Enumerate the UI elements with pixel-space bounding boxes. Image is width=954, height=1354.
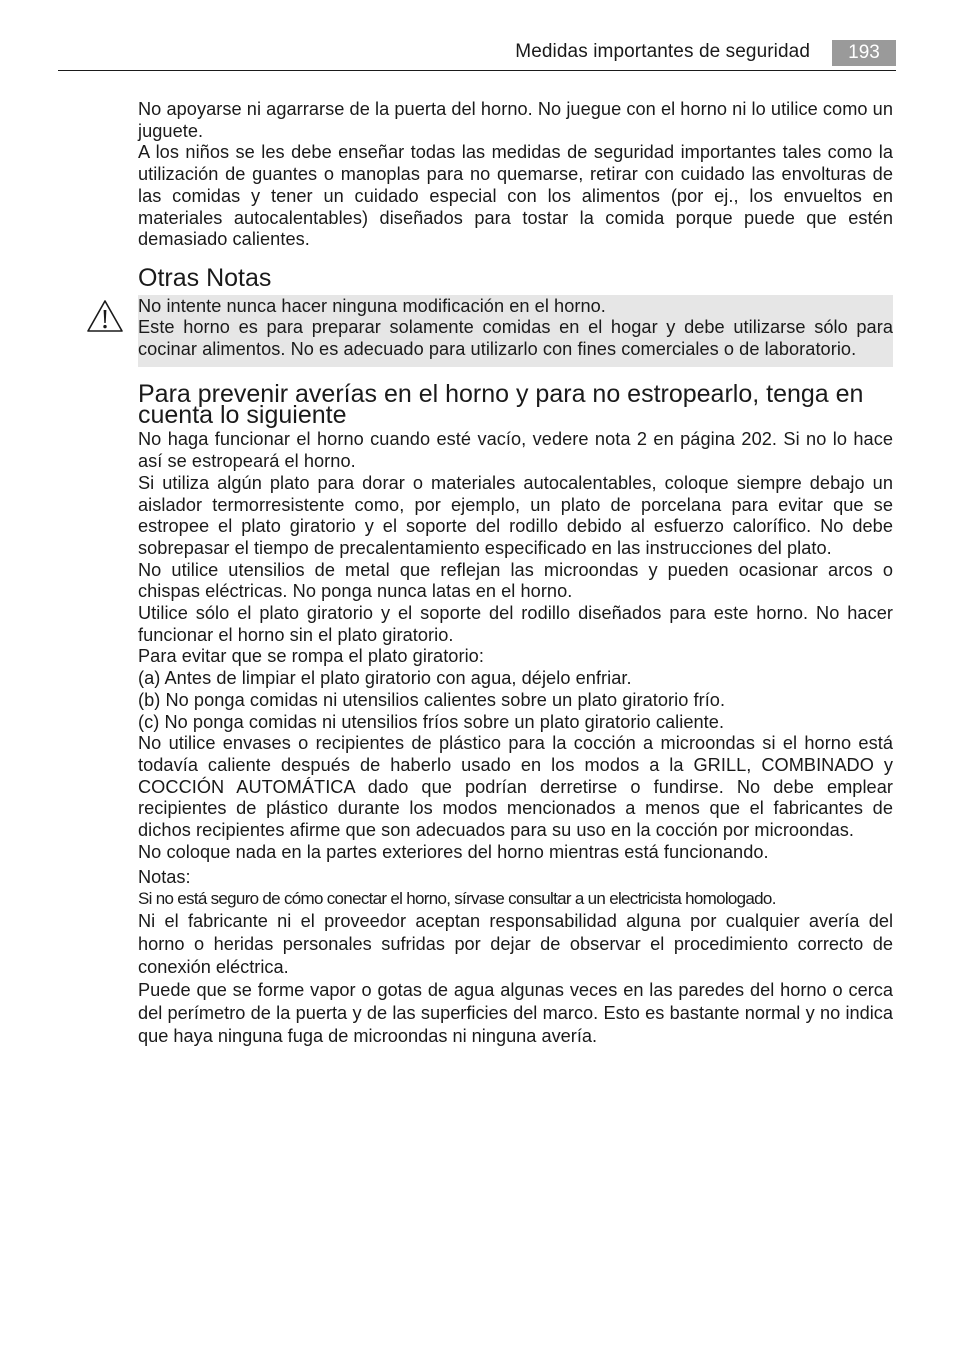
warning-text-2: Este horno es para preparar solamente comidas en el hogar y debe utilizarse sólo para cocinar alimentos. No es adecuado para utilizarlo con fines comerciales o de laboratorio.: [138, 317, 893, 359]
list-item-b: (b) No ponga comidas ni utensilios calientes sobre un plato giratorio frío.: [138, 689, 726, 710]
list-item-c: (c) No ponga comidas ni utensilios fríos sobre un plato giratorio caliente.: [138, 711, 725, 732]
page-number: 193: [832, 40, 896, 66]
prevenir-paragraph-1: No haga funcionar el horno cuando esté vacío, vedere nota 2 en página 202. Si no lo hace así se estropeará el horno.: [138, 429, 893, 472]
warning-triangle-icon: [86, 299, 124, 333]
prevenir-paragraph-3: No utilice utensilios de metal que reflejan las microondas y pueden ocasionar arcos o chispas eléctricas. No ponga nunca latas en el horno.: [138, 559, 893, 602]
notes-label: Notas:: [138, 867, 191, 888]
intro-paragraph-2: A los niños se les debe enseñar todas las medidas de seguridad importantes tales como la utilización de guantes o manoplas para no quemarse, retirar con cuidado las envolturas de las comidas y tener un cuidado especial con los alimentos (por ej., los envueltos en materiales autocalentables) diseñados para tostar la comida porque puede que estén demasiado calientes.: [138, 142, 893, 250]
warning-text-1: No intente nunca hacer ninguna modificación en el horno.: [138, 295, 606, 316]
prevenir-paragraph-5: Para evitar que se rompa el plato giratorio:: [138, 646, 484, 667]
prevenir-paragraph-6: No utilice envases o recipientes de plástico para la cocción a microondas si el horno está todavía caliente después de haberlo usado en los modos a la GRILL, COMBINADO y COCCIÓN AUTOMÁTICA dado que podrían derretirse o fundirse. No debe emplear recipientes de plástico durante los modos mencionados a menos que el fabricantes de dichos recipientes afirme que son adecuados para su uso en la cocción por microondas.: [138, 733, 893, 841]
page-header: [58, 38, 896, 71]
warning-box: [138, 295, 893, 368]
header-title: Medidas importantes de seguridad: [515, 41, 810, 62]
prevenir-paragraph-2: Si utiliza algún plato para dorar o materiales autocalentables, coloque siempre debajo un aislador termorresistente como, por ejemplo, un plato de porcelana para evitar que se estropee el plato giratorio y el soporte del rodillo debido al esfuerzo calorífico. No debe sobrepasar el tiempo de precalentamiento especificado en las instrucciones del plato.: [138, 472, 893, 558]
section-title-prevenir: Para prevenir averías en el horno y para no estropearlo, tenga en cuenta lo siguiente: [138, 380, 864, 430]
list-item-a: (a) Antes de limpiar el plato giratorio con agua, déjelo enfriar.: [138, 668, 632, 689]
page-content: [138, 99, 893, 1048]
note-2: Ni el fabricante ni el proveedor aceptan responsabilidad alguna por cualquier avería del horno o heridas personales sufridas por dejar de observar el procedimiento correcto de conexión eléctrica.: [138, 911, 893, 978]
prevenir-paragraph-7: No coloque nada en la partes exteriores del horno mientras está funcionando.: [138, 841, 769, 862]
prevenir-paragraph-4: Utilice sólo el plato giratorio y el soporte del rodillo diseñados para este horno. No hacer funcionar el horno sin el plato giratorio.: [138, 603, 893, 645]
note-1: Si no está seguro de cómo conectar el horno, sírvase consultar a un electricista homologado.: [138, 889, 776, 909]
note-3: Puede que se forme vapor o gotas de agua algunas veces en las paredes del horno o cerca del perímetro de la puerta y de las superficies del marco. Esto es bastante normal y no indica que haya ninguna fuga de microondas ni ninguna avería.: [138, 980, 893, 1047]
intro-paragraph-1: No apoyarse ni agarrarse de la puerta del horno. No juegue con el horno ni lo utilice como un juguete.: [138, 99, 893, 141]
section-title-otras-notas: Otras Notas: [138, 263, 272, 292]
